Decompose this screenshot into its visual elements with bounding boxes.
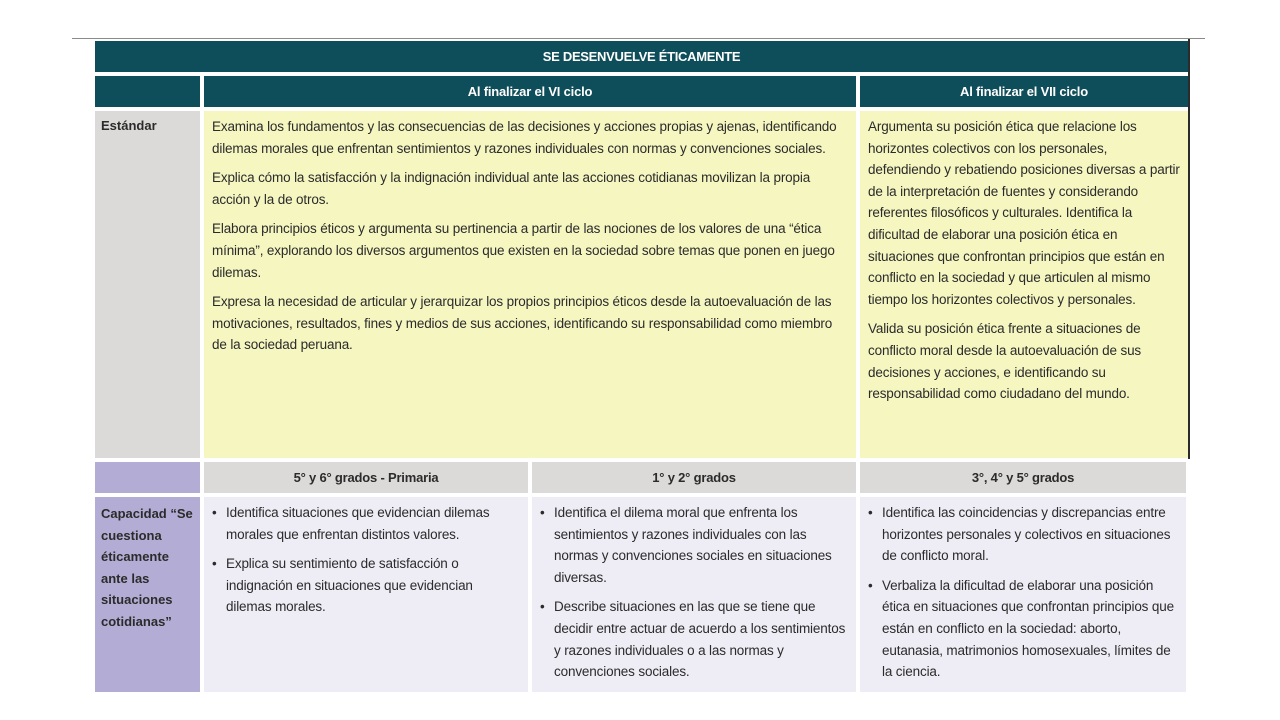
right-rule bbox=[1188, 39, 1190, 459]
header-vi-ciclo: Al finalizar el VI ciclo bbox=[204, 76, 856, 107]
list-item: • Describe situaciones en las que se tiene que decidir entre actuar de acuerdo a los sentimientos y razones individuales o a las normas y convenciones sociales. bbox=[540, 596, 848, 682]
capacidad-label: Capacidad “Se cuestiona éticamente ante las situaciones cotidianas” bbox=[95, 497, 200, 692]
estandar-vi-paragraph: Expresa la necesidad de articular y jerarquizar los propios principios éticos desde la autoevaluación de las motivaciones, resultados, fines y medios de sus acciones, identificando su responsabilidad como miembro de la sociedad peruana. bbox=[212, 294, 833, 353]
estandar-vi-paragraph: Explica cómo la satisfacción y la indignación individual ante las acciones cotidianas movilizan la propia acción y la de otros. bbox=[212, 170, 811, 207]
estandar-vi-paragraph: Examina los fundamentos y las consecuencias de las decisiones y acciones propias y ajenas, identificando dilemas morales que enfrentan sentimientos y razones individuales con normas y convenciones sociales. bbox=[212, 119, 837, 156]
estandar-vi-paragraph: Elabora principios éticos y argumenta su pertinencia a partir de las nociones de los valores de una “ética mínima”, explorando los diversos argumentos que existen en la sociedad sobre temas que ponen en juego dilemas. bbox=[212, 221, 835, 280]
capacidad-1-2 bbox=[532, 497, 856, 692]
capacidad-3-4-5 bbox=[860, 497, 1186, 692]
estandar-vii-paragraph: Argumenta su posición ética que relacione los horizontes colectivos con los personales, defendiendo y rebatiendo posiciones diversas a partir de la interpretación de fuentes y considerando referentes filosóficos y culturales. Identifica la dificultad de elaborar una posición ética en situaciones que confrontan principios que están en conflicto en la sociedad y que articulen al mismo tiempo los horizontes colectivos y personales. bbox=[868, 119, 1180, 307]
grade-header-primaria: 5° y 6° grados - Primaria bbox=[204, 462, 528, 493]
estandar-vii-paragraph: Valida su posición ética frente a situaciones de conflicto moral desde la autoevaluación de sus decisiones y acciones, e identificando su responsabilidad como ciudadano del mundo. bbox=[868, 321, 1142, 402]
estandar-vii-text bbox=[860, 111, 1188, 458]
estandar-label: Estándar bbox=[95, 111, 200, 458]
grade-header-1-2: 1° y 2° grados bbox=[532, 462, 856, 493]
capacidad-primaria bbox=[204, 497, 528, 692]
list-item: • Identifica el dilema moral que enfrenta los sentimientos y razones individuales con las normas y convenciones sociales en situaciones diversas. bbox=[540, 502, 848, 588]
list-item: • Identifica situaciones que evidencian dilemas morales que enfrentan distintos valores. bbox=[212, 502, 520, 545]
list-item: • Identifica las coincidencias y discrepancias entre horizontes personales y colectivos en situaciones de conflicto moral. bbox=[868, 502, 1178, 567]
grade-header-3-4-5: 3°, 4° y 5° grados bbox=[860, 462, 1186, 493]
table-title: SE DESENVUELVE ÉTICAMENTE bbox=[95, 41, 1188, 72]
grade-header-empty-cell bbox=[95, 462, 200, 493]
top-rule bbox=[72, 38, 1205, 39]
estandar-vi-text bbox=[204, 111, 856, 458]
header-empty-cell bbox=[95, 76, 200, 107]
list-item: • Verbaliza la dificultad de elaborar una posición ética en situaciones que confrontan principios que están en conflicto en la sociedad: aborto, eutanasia, matrimonios homosexuales, límites de la ciencia. bbox=[868, 575, 1178, 683]
header-vii-ciclo: Al finalizar el VII ciclo bbox=[860, 76, 1188, 107]
list-item: • Explica su sentimiento de satisfacción o indignación en situaciones que evidencian dilemas morales. bbox=[212, 553, 520, 618]
